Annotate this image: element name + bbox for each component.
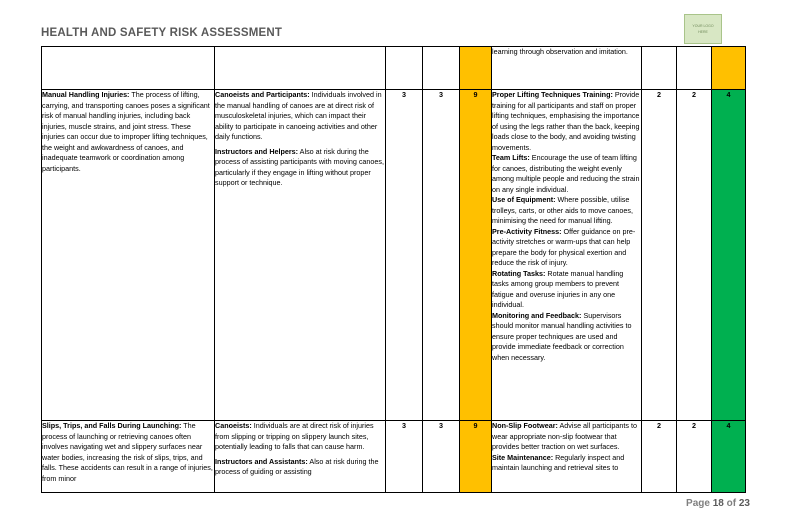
page-of-label: of: [726, 498, 737, 509]
severity-cell: [423, 47, 460, 90]
control-heading: Site Maintenance:: [492, 452, 554, 462]
residual-likelihood-cell: 2: [642, 90, 677, 421]
table-row: [42, 90, 746, 421]
total-pages: 23: [738, 498, 750, 509]
residual-rating-cell: 4: [712, 421, 746, 493]
control-description: Provide training for all participants and staff on proper lifting techniques, emphasising the importance of using the legs rather than the back, keeping loads close to the body, and avoiding twisting movements.: [492, 90, 640, 152]
table-row: [42, 421, 746, 493]
persons-description: Individuals are at direct risk of injuries from slipping or tripping on slippery launch sites, potentially leading to falls that can cause harm.: [215, 421, 374, 451]
residual-severity-cell: 2: [677, 90, 712, 421]
risk-rating-cell: 9: [460, 421, 492, 493]
persons-description: Individuals involved in the manual handling of canoes are at direct risk of musculoskeletal injuries, which can impact their ability to participate in canoeing activities and other daily functions.: [215, 90, 382, 141]
persons-heading: Canoeists and Participants:: [215, 90, 310, 99]
control-measure-text: learning through observation and imitation.: [492, 47, 628, 56]
control-heading: Pre-Activity Fitness:: [492, 226, 562, 236]
hazard-description: The process of launching or retrieving canoes often involves navigating wet and slippery surfaces near water bodies, increasing the risk of slips, trips, and falls. These accidents can result in a range of injuries, from minor: [42, 421, 213, 483]
residual-severity-cell: 2: [677, 421, 712, 493]
risk-rating-cell: [460, 47, 492, 90]
risk-assessment-table: [41, 46, 746, 493]
persons-at-risk-cell: [215, 47, 386, 90]
control-description: Rotate manual handling tasks among group members to prevent fatigue and overuse injuries in any one individual.: [492, 268, 624, 309]
logo-text-line2: HERE: [698, 30, 708, 34]
hazard-heading: Manual Handling Injuries:: [42, 90, 130, 99]
persons-heading: Instructors and Helpers:: [215, 146, 299, 156]
residual-likelihood-cell: 2: [642, 421, 677, 493]
hazard-description: The process of lifting, carrying, and transporting canoes poses a significant risk of manual handling injuries, including back injuries, muscle strains, and joint stress. These injuries can occur due to improper lifting techniques, the weight and awkwardness of canoes, and inadequate teamwork or coordination among participants.: [42, 90, 210, 173]
control-measures-cell: [492, 90, 642, 421]
current-page: 18: [712, 498, 724, 509]
control-description: Advise all participants to wear appropriate non-slip footwear that provides better traction on wet surfaces.: [492, 421, 637, 451]
likelihood-cell: 3: [386, 421, 423, 493]
persons-description: Also at risk during the process of guiding or assisting: [215, 456, 379, 476]
control-heading: Monitoring and Feedback:: [492, 310, 582, 320]
control-heading: Team Lifts:: [492, 153, 530, 162]
control-heading: Proper Lifting Techniques Training:: [492, 90, 613, 99]
residual-severity-cell: [677, 47, 712, 90]
logo-text-line1: YOUR LOGO: [692, 24, 714, 28]
residual-likelihood-cell: [642, 47, 677, 90]
likelihood-cell: [386, 47, 423, 90]
page-number: [686, 498, 750, 509]
risk-rating-cell: 9: [460, 90, 492, 421]
residual-rating-cell: 4: [712, 90, 746, 421]
control-measures-cell: [492, 421, 642, 493]
hazard-cell: [42, 421, 215, 493]
control-description: Where possible, utilise trolleys, carts, or other aids to move canoes, minimising the need for manual lifting.: [492, 195, 634, 225]
hazard-cell: [42, 90, 215, 421]
hazard-heading: Slips, Trips, and Falls During Launching:: [42, 421, 182, 430]
severity-cell: 3: [423, 421, 460, 493]
persons-at-risk-cell: [215, 90, 386, 421]
persons-at-risk-cell: [215, 421, 386, 493]
persons-heading: Instructors and Assistants:: [215, 456, 308, 466]
control-description: Encourage the use of team lifting for canoes, distributing the weight evenly among multiple people and reducing the strain on any single individual.: [492, 153, 640, 194]
control-description: Supervisors should monitor manual handling activities to ensure proper techniques are used and provide immediate feedback or correction when necessary.: [492, 310, 632, 362]
persons-description: Also at risk during the process of assisting participants with moving canoes, particularly if they engage in lifting without proper support or technique.: [215, 146, 384, 187]
persons-heading: Canoeists:: [215, 421, 252, 430]
control-heading: Non-Slip Footwear:: [492, 421, 558, 430]
control-measures-cell: [492, 47, 642, 90]
control-description: Offer guidance on pre-activity stretches or warm-ups that can help prepare the body for physical exertion and reduce the risk of injury.: [492, 226, 636, 267]
control-description: Regularly inspect and maintain launching and retrieval sites to: [492, 452, 625, 472]
control-heading: Use of Equipment:: [492, 195, 556, 204]
logo-placeholder: [684, 14, 722, 44]
control-heading: Rotating Tasks:: [492, 268, 546, 278]
table-row: [42, 47, 746, 90]
hazard-cell: [42, 47, 215, 90]
likelihood-cell: 3: [386, 90, 423, 421]
severity-cell: 3: [423, 90, 460, 421]
document-title: HEALTH AND SAFETY RISK ASSESSMENT: [41, 27, 283, 39]
page-label: Page: [686, 498, 710, 509]
residual-rating-cell: [712, 47, 746, 90]
